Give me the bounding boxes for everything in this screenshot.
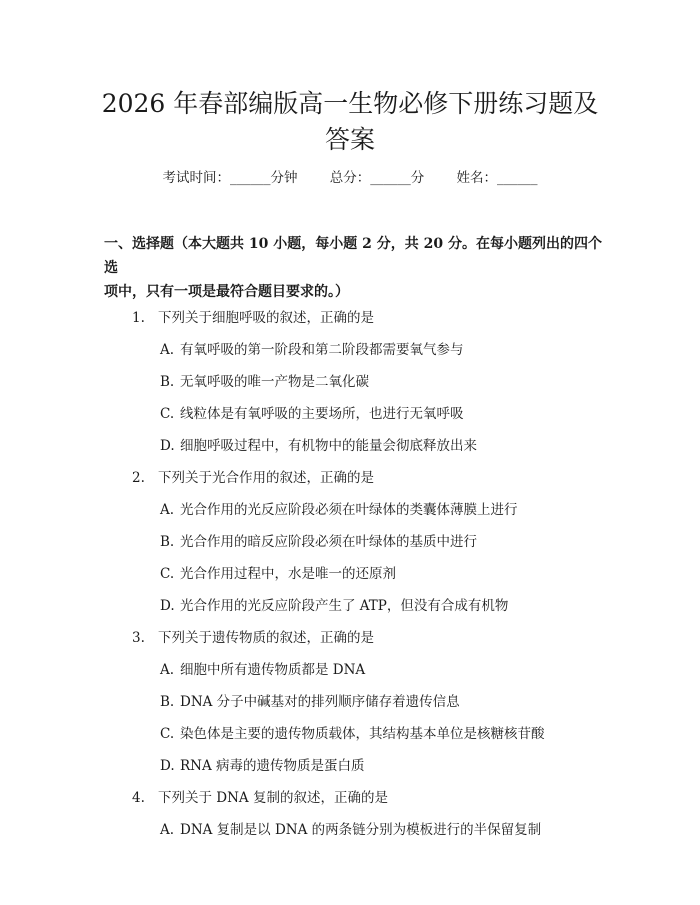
option-text: 有氧呼吸的第一阶段和第二阶段都需要氧气参与 [180, 342, 464, 358]
section-heading-line-2: 项中，只有一项是最符合题目要求的。） [104, 284, 349, 300]
title-line-1: 2026 年春部编版高一生物必修下册练习题及 [101, 89, 599, 118]
section-heading [104, 232, 604, 304]
question-number: 3. [132, 630, 145, 646]
question-1-option-a [160, 340, 464, 360]
option-letter: B. [160, 374, 175, 390]
option-letter: A. [160, 502, 175, 518]
question-2-option-c [160, 564, 396, 584]
option-text: 染色体是主要的遗传物质载体，其结构基本单位是核糖核苷酸 [180, 726, 545, 742]
option-text: 光合作用的光反应阶段必须在叶绿体的类囊体薄膜上进行 [180, 502, 518, 518]
question-1 [132, 308, 374, 328]
question-1-option-c [160, 404, 464, 424]
exam-name: 姓名：______ [456, 170, 538, 186]
question-3-option-a [160, 660, 365, 680]
option-text: 细胞呼吸过程中，有机物中的能量会彻底释放出来 [180, 438, 477, 454]
question-1-option-b [160, 372, 369, 392]
option-text: 光合作用的光反应阶段产生了 ATP，但没有合成有机物 [180, 598, 509, 614]
title-line-2: 答案 [324, 125, 375, 154]
document-title [60, 86, 640, 158]
question-stem: 下列关于细胞呼吸的叙述，正确的是 [158, 310, 374, 326]
option-text: 线粒体是有氧呼吸的主要场所，也进行无氧呼吸 [180, 406, 464, 422]
option-text: 光合作用过程中，水是唯一的还原剂 [180, 566, 396, 582]
question-2-option-a [160, 500, 518, 520]
exam-score: 总分：______分 [329, 170, 425, 186]
question-stem: 下列关于遗传物质的叙述，正确的是 [158, 630, 374, 646]
option-letter: D. [160, 438, 175, 454]
option-letter: A. [160, 342, 175, 358]
question-2 [132, 468, 374, 488]
question-number: 1. [132, 310, 145, 326]
exam-meta [0, 168, 700, 188]
option-text: 细胞中所有遗传物质都是 DNA [180, 662, 366, 678]
question-3 [132, 628, 374, 648]
option-text: DNA 复制是以 DNA 的两条链分别为模板进行的半保留复制 [180, 822, 542, 838]
question-4-option-a [160, 820, 541, 840]
question-4 [132, 788, 388, 808]
exam-time: 考试时间：______分钟 [162, 170, 298, 186]
option-letter: B. [160, 694, 175, 710]
question-2-option-d [160, 596, 508, 616]
option-text: 无氧呼吸的唯一产物是二氧化碳 [180, 374, 369, 390]
question-stem: 下列关于 DNA 复制的叙述，正确的是 [158, 790, 388, 806]
option-text: DNA 分子中碱基对的排列顺序储存着遗传信息 [180, 694, 460, 710]
section-heading-line-1: 一、选择题（本大题共 10 小题，每小题 2 分，共 20 分。在每小题列出的四个选 [104, 236, 602, 276]
question-1-option-d [160, 436, 477, 456]
question-number: 2. [132, 470, 145, 486]
question-number: 4. [132, 790, 145, 806]
option-text: RNA 病毒的遗传物质是蛋白质 [180, 758, 365, 774]
question-stem: 下列关于光合作用的叙述，正确的是 [158, 470, 374, 486]
option-text: 光合作用的暗反应阶段必须在叶绿体的基质中进行 [180, 534, 477, 550]
option-letter: B. [160, 534, 175, 550]
option-letter: C. [160, 566, 175, 582]
option-letter: C. [160, 406, 175, 422]
question-2-option-b [160, 532, 477, 552]
option-letter: A. [160, 822, 175, 838]
option-letter: D. [160, 758, 175, 774]
option-letter: D. [160, 598, 175, 614]
question-3-option-b [160, 692, 460, 712]
question-3-option-d [160, 756, 365, 776]
option-letter: A. [160, 662, 175, 678]
question-3-option-c [160, 724, 545, 744]
option-letter: C. [160, 726, 175, 742]
